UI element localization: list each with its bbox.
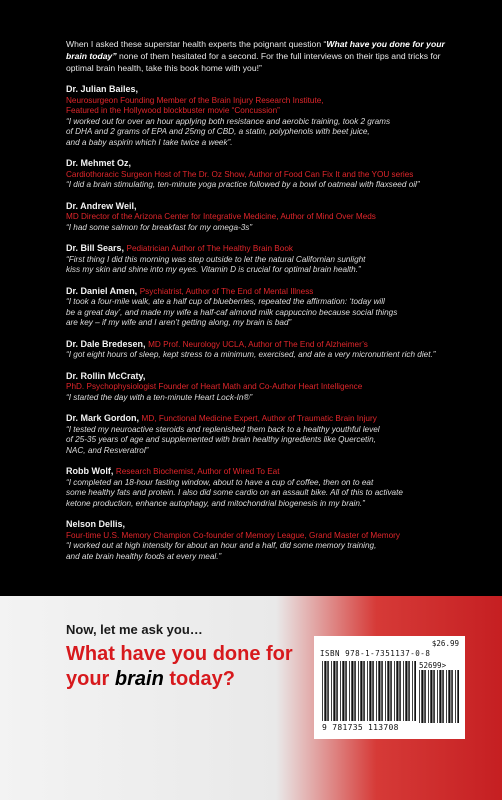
barcode-box — [314, 636, 465, 739]
expert-credentials: Neurosurgeon Founding Member of the Brain Injury Research Institute, Featured in the Hollywood blockbuster movie “Concussion” — [66, 95, 324, 115]
expert-credentials: PhD. Psychophysiologist Founder of Heart Math and Co-Author Heart Intelligence — [66, 382, 363, 391]
barcode-bar — [349, 661, 350, 721]
barcode-bar — [396, 661, 398, 721]
expert-entry — [66, 466, 476, 509]
addon-barcode — [419, 670, 459, 723]
barcode-bar — [405, 661, 407, 721]
barcode-bar — [419, 670, 420, 723]
isbn-label: ISBN 978-1-7351137-0-8 — [320, 649, 431, 658]
barcode-bar — [414, 661, 416, 721]
expert-quote: “I had some salmon for breakfast for my omega-3s” — [66, 222, 253, 232]
barcode-number: 9 781735 113708 — [322, 723, 399, 732]
barcode-bar — [363, 661, 365, 721]
price-label: $26.99 — [431, 639, 459, 648]
expert-quote: “I got eight hours of sleep, kept stress to a minimum, exercised, and ate a very micronutrient rich diet.” — [66, 350, 436, 359]
barcode-bar — [376, 661, 377, 721]
expert-quotes — [66, 84, 476, 572]
expert-quote: “I did a brain stimulating, ten-minute yoga practice followed by a bowl of oatmeal with flaxseed oil” — [66, 180, 420, 189]
addon-number: 52699> — [419, 661, 447, 670]
expert-name: Nelson Dellis, — [66, 519, 126, 529]
barcode-bar — [372, 661, 374, 721]
barcode-bar — [367, 661, 368, 721]
barcode-bar — [390, 661, 392, 721]
barcode-bar — [457, 670, 459, 723]
expert-entry — [66, 519, 476, 562]
expert-name: Dr. Bill Sears, — [66, 243, 125, 253]
barcode-bar — [358, 661, 359, 721]
barcode-bar — [327, 661, 329, 721]
expert-quote: “First thing I did this morning was step outside to let the natural Californian sunlight kiss my skin and shine into my eyes. Vitamin D is crucial for optimal brain health.” — [66, 254, 366, 274]
expert-entry — [66, 243, 476, 276]
expert-name: Dr. Andrew Weil, — [66, 200, 137, 211]
barcode-bar — [448, 670, 450, 723]
barcode-bar — [342, 661, 344, 721]
expert-credentials-inline: Pediatrician Author of The Healthy Brain Book — [126, 244, 293, 253]
barcode-bar — [408, 661, 410, 721]
intro-lead: When I asked these superstar health experts the poignant question “ — [66, 39, 327, 49]
cta-question-part2: today? — [163, 668, 235, 690]
barcode-bar — [428, 670, 429, 723]
intro-paragraph — [66, 38, 466, 74]
barcode-bar — [333, 661, 335, 721]
expert-credentials-inline: Research Biochemist, Author of Wired To Eat — [115, 467, 280, 476]
barcode-bar — [385, 661, 386, 721]
barcode-bar — [381, 661, 383, 721]
expert-credentials-inline: MD Prof. Neurology UCLA, Author of The End of Alzheimer’s — [148, 339, 368, 349]
expert-quote: “I completed an 18-hour fasting window, about to have a cup of coffee, then on to eat some healthy fats and protein. I also did some cardio on an assault bike. All of this to activate ketone production, enhance autophagy, and mitochondrial biogenesis in my brain.” — [66, 477, 403, 508]
barcode-bar — [331, 661, 332, 721]
expert-name: Dr. Julian Bailes, — [66, 84, 139, 94]
expert-entry — [66, 201, 476, 234]
barcode-bar — [412, 661, 413, 721]
barcode-bar — [399, 661, 401, 721]
intro-question: What have you done for your brain today” — [66, 39, 445, 61]
cta-question-part1: What have you done for your — [66, 643, 293, 690]
barcode-bar — [403, 661, 404, 721]
expert-quote: “I took a four-mile walk, ate a half cup of blueberries, repeated the affirmation: ‘today will be a great day’, and made my wife a half-caf almond milk cappuccino because social things are key – if my wife and I aren’t getting along, my brain is bad” — [66, 297, 398, 327]
expert-credentials-inline: MD, Functional Medicine Expert, Author of Traumatic Brain Injury — [141, 414, 377, 423]
expert-quote: “I worked out for over an hour applying both resistance and aerobic training, took 2 grams of DHA and 2 grams of EPA and 25mg of CBD, a statin, polyphenols with beet juice, and a baby aspirin which I take twice a week”. — [66, 116, 391, 147]
barcode-bar — [354, 661, 356, 721]
barcode-bar — [324, 661, 326, 721]
expert-quote: “I tested my neuroactive steroids and replenished them back to a healthy youthful level of 25-35 years of age and supplemented with brain healthy ingredients like Quercetin, NAC, and Resveratrol” — [66, 424, 380, 455]
barcode-bar — [336, 661, 338, 721]
expert-entry — [66, 158, 476, 191]
expert-name: Robb Wolf, — [66, 466, 114, 476]
barcode-bar — [446, 670, 447, 723]
barcode-bar — [387, 661, 389, 721]
barcode-bar — [369, 661, 371, 721]
isbn-barcode — [322, 661, 416, 723]
call-to-action-panel — [0, 596, 502, 800]
expert-entry — [66, 286, 476, 329]
cta-lead: Now, let me ask you… — [66, 622, 203, 637]
expert-entry — [66, 84, 476, 148]
expert-entry — [66, 339, 476, 361]
barcode-bar — [442, 670, 444, 723]
barcode-bar — [437, 670, 438, 723]
expert-name: Dr. Daniel Amen, — [66, 285, 138, 296]
intro-tail: none of them hesitated for a second. For the full interviews on their tips and tricks for optimal brain health, take this book home with you!” — [66, 51, 441, 73]
expert-quote: “I worked out at high intensity for about an hour and a half, did some memory training, and ate brain healthy foods at every meal.” — [66, 541, 377, 561]
cta-question-brain: brain — [114, 668, 164, 690]
barcode-bar — [378, 661, 380, 721]
barcode-bar — [394, 661, 395, 721]
expert-credentials-inline: Psychiatrist, Author of The End of Mental Illness — [139, 286, 314, 296]
expert-credentials: Four-time U.S. Memory Champion Co-founder of Memory League, Grand Master of Memory — [66, 530, 400, 540]
barcode-bar — [430, 670, 432, 723]
expert-name: Dr. Rollin McCraty, — [66, 370, 146, 381]
expert-entry — [66, 371, 476, 404]
barcode-bar — [322, 661, 323, 721]
barcode-bar — [439, 670, 441, 723]
barcode-bar — [351, 661, 353, 721]
barcode-bar — [345, 661, 347, 721]
expert-name: Dr. Mehmet Oz, — [66, 158, 132, 168]
barcode-bar — [360, 661, 362, 721]
barcode-bar — [433, 670, 435, 723]
barcode-bar — [455, 670, 456, 723]
barcode-bar — [421, 670, 423, 723]
expert-entry — [66, 413, 476, 456]
expert-credentials: MD Director of the Arizona Center for Integrative Medicine, Author of Mind Over Meds — [66, 212, 376, 221]
expert-name: Dr. Mark Gordon, — [66, 413, 140, 423]
cta-question — [66, 642, 296, 692]
expert-name: Dr. Dale Bredesen, — [66, 338, 146, 349]
barcode-bar — [451, 670, 453, 723]
barcode-bar — [424, 670, 426, 723]
barcode-bar — [340, 661, 341, 721]
expert-quote: “I started the day with a ten-minute Heart Lock-In®” — [66, 392, 253, 402]
expert-credentials: Cardiothoracic Surgeon Host of The Dr. Oz Show, Author of Food Can Fix It and the YOU series — [66, 169, 414, 179]
